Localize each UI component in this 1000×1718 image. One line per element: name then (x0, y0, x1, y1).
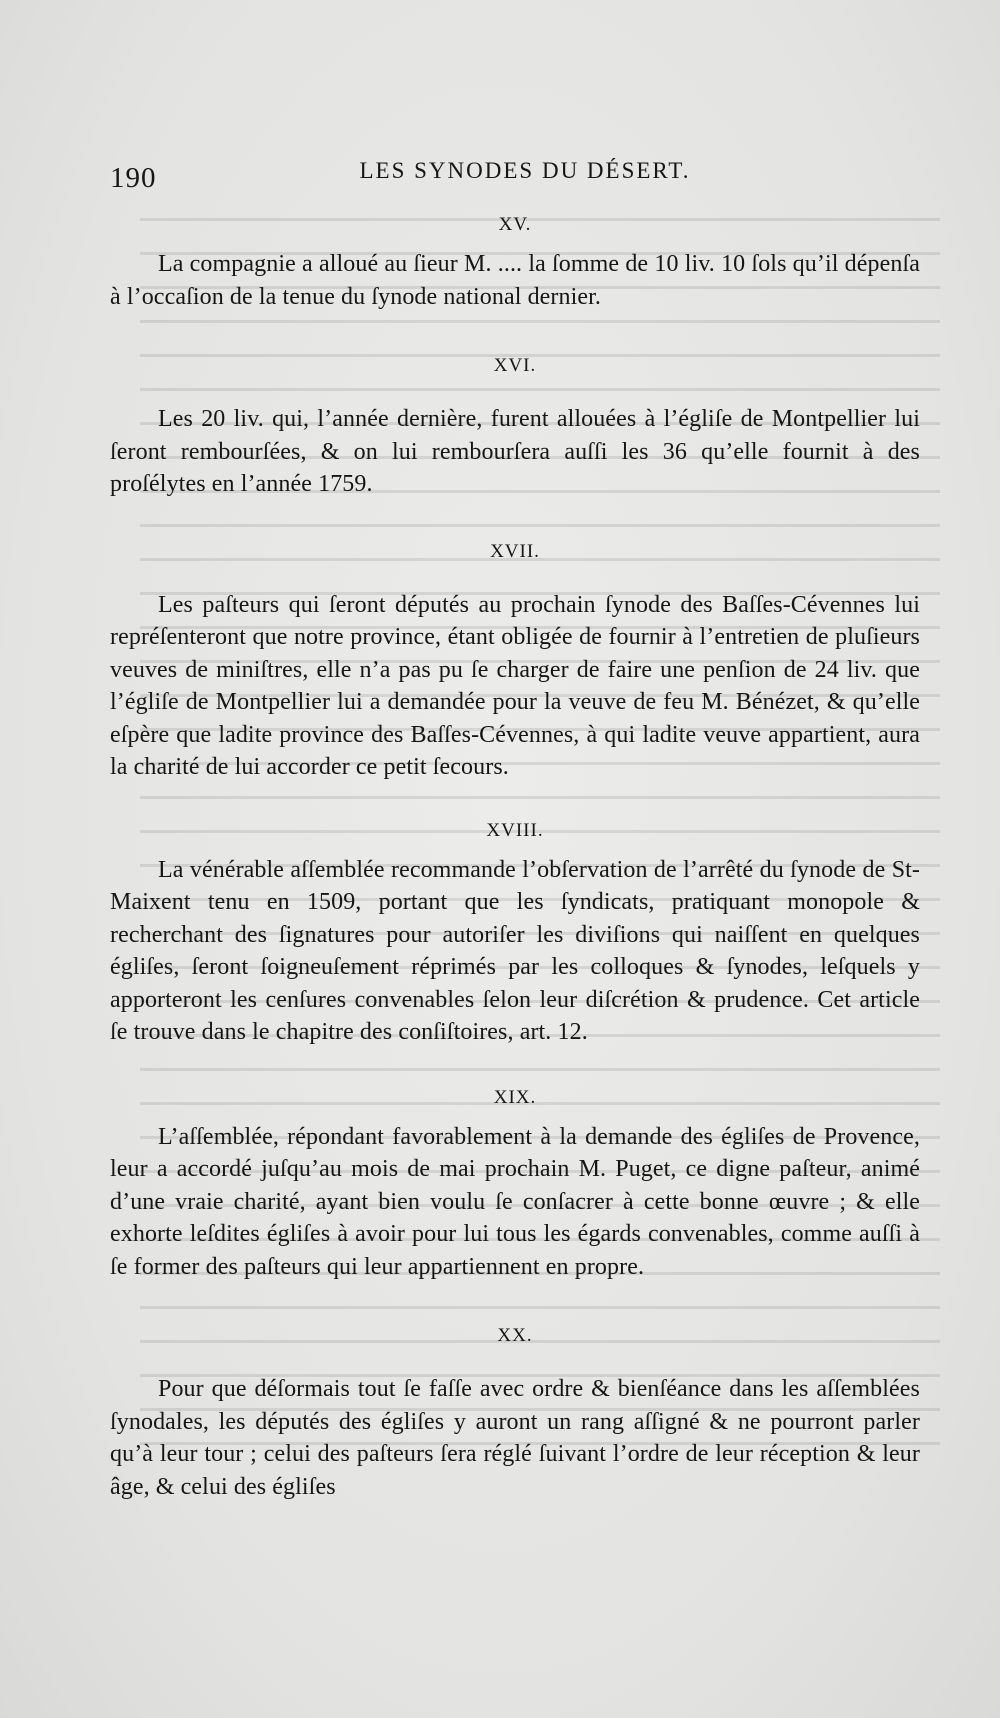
article-text-xx: Pour que déſormais tout ſe faſſe avec ordre & bienſéance dans les aſſemblées ſynodales, les députés des égliſes y auront un rang aſſigné & ne pourront parler qu’à leur tour ; celui des paſteurs ſera réglé ſuivant l’ordre de leur réception & leur âge, & celui des égliſes (110, 1376, 920, 1500)
article-number-xv: XV. (498, 214, 532, 235)
article-number-xvii: XVII. (490, 540, 540, 562)
article-text-xvii: Les paſteurs qui ſeront députés au prochain ſynode des Baſſes-Cévennes lui repréſenteront que notre province, étant obligée de fournir à l’entretien de pluſieurs veuves de miniſtres, elle n’a pas pu ſe charger de faire une penſion de 24 liv. que l’égliſe de Montpellier lui a demandée pour la veuve de feu M. Bénézet, & qu’elle eſpère que ladite province des Baſſes-Cévennes, à qui ladite veuve appartient, aura la charité de lui accorder ce petit ſecours. (110, 591, 920, 780)
article-number-xvi: XVI. (493, 355, 537, 376)
article-number-xviii: XVIII. (486, 819, 544, 841)
article-text-xvi: Les 20 liv. qui, l’année dernière, furent allouées à l’égliſe de Montpellier lui ſeront rembourſées, & on lui rembourſera auſſi les 36 qu’elle fournit à des proſélytes en l’année 1759. (110, 406, 920, 497)
article-text-xix: L’aſſemblée, répondant favorablement à la demande des égliſes de Provence, leur a accordé juſqu’au mois de mai prochain M. Puget, ce digne paſteur, animé d’une vraie charité, ayant bien voulu ſe conſacrer à cette bonne œuvre ; & elle exhorte leſdites égliſes à avoir pour lui tous les égards convenables, comme auſſi à ſe former des paſteurs qui leur appartiennent en propre. (110, 1123, 920, 1280)
running-title: LES SYNODES DU DÉSERT. (359, 158, 691, 183)
article-number-xix: XIX. (493, 1086, 537, 1108)
page-body (110, 214, 920, 1503)
running-header (110, 158, 940, 194)
page-number: 190 (110, 162, 157, 194)
article-text-xv: La compagnie a alloué au ſieur M. .... la ſomme de 10 liv. 10 ſols qu’il dépenſa à l’occaſion de la tenue du ſynode national dernier. (110, 251, 920, 310)
article-text-xviii: La vénérable aſſemblée recommande l’obſervation de l’arrêté du ſynode de St-Maixent tenu en 1509, portant que les ſyndicats, pratiquant monopole & recherchant des ſignatures pour autoriſer les diviſions qui naiſſent en quelques égliſes, ſeront ſoigneuſement réprimés par les colloques & ſynodes, leſquels y apporteront les cenſures convenables ſelon leur diſcrétion & prudence. Cet article ſe trouve dans le chapitre des conſiſtoires, art. 12. (110, 856, 920, 1045)
article-number-xx: XX. (497, 1325, 533, 1346)
